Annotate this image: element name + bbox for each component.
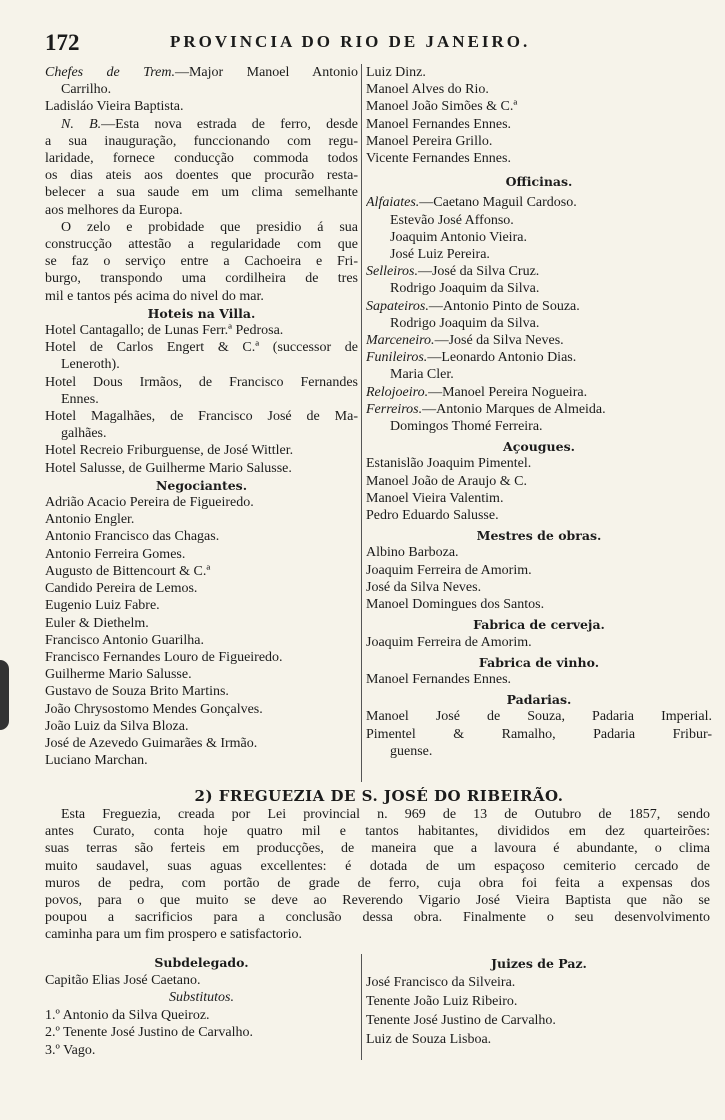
padaria-line-3: guense. — [390, 743, 433, 759]
zelo-line-4: burgo, transpondo uma cordilheira de tres — [45, 271, 358, 287]
negociante-item: Guilherme Mario Salusse. — [45, 667, 192, 683]
substitutos-heading: Substitutos. — [169, 990, 234, 1006]
nb-line-6: aos melhores da Europa. — [45, 202, 183, 218]
negociante-item: Adrião Acacio Pereira de Figueiredo. — [45, 495, 254, 511]
juiz-item: Luiz de Souza Lisboa. — [366, 1032, 492, 1047]
zelo-line-3: se faz o serviço entre a Cachoeira e Fri- — [45, 254, 358, 270]
alfaiates-line: Alfaiates.—Caetano Maguil Cardoso. — [366, 195, 577, 211]
paragraph-line: muros de pedra, com portão de grade de ferro, cuja obra foi feita a expensas dos — [45, 875, 710, 891]
negociante-item: Augusto de Bittencourt & C.ª — [45, 563, 211, 579]
cerveja-item: Joaquim Ferreira de Amorim. — [366, 634, 532, 650]
juizes-heading: Juizes de Paz. — [491, 956, 587, 971]
negociante-item: José de Azevedo Guimarães & Irmão. — [45, 735, 258, 751]
right-column — [366, 64, 712, 760]
acougues-heading: Açougues. — [503, 439, 575, 455]
marceneiro-line: Marceneiro.—José da Silva Neves. — [366, 333, 564, 349]
negociante-item: Antonio Ferreira Gomes. — [45, 546, 186, 562]
binding-blot — [0, 660, 9, 730]
alfaiates-line-3: Joaquim Antonio Vieira. — [390, 229, 527, 245]
negociante-item: Gustavo de Souza Brito Martins. — [45, 684, 229, 700]
negociante-item: Francisco Fernandes Louro de Figueiredo. — [45, 649, 283, 665]
zelo-line-5: mil e tantos pés acima do nivel do mar. — [45, 288, 264, 304]
padaria-line-2: Pimentel & Ramalho, Padaria Fribur- — [366, 726, 712, 742]
negociante-item: Eugenio Luiz Fabre. — [45, 598, 160, 614]
zelo-line-2: construcção attestão a regularidade com que — [45, 237, 358, 253]
acougue-item: Pedro Eduardo Salusse. — [366, 508, 499, 524]
selleiros-line-2: Rodrigo Joaquim da Silva. — [390, 281, 540, 297]
officinas-heading: Officinas. — [505, 174, 573, 190]
juiz-item: Tenente João Luiz Ribeiro. — [366, 994, 518, 1009]
running-title: PROVINCIA DO RIO DE JANEIRO. — [170, 32, 531, 51]
negociante-item: Euler & Diethelm. — [45, 615, 149, 631]
nb-line-3: laridade, fornece conducção commoda todos — [45, 151, 358, 167]
negociante-item: Candido Pereira de Lemos. — [45, 581, 198, 597]
chefes-line: Chefes de Trem.—Major Manoel Antonio — [45, 65, 358, 80]
acougue-item: Manoel João de Araujo & C. — [366, 473, 527, 489]
acougue-item: Estanislão Joaquim Pimentel. — [366, 456, 532, 472]
ferreiros-line: Ferreiros.—Antonio Marques de Almeida. — [366, 401, 606, 417]
hotel-line: Hotel de Carlos Engert & C.ª (successor de — [45, 340, 358, 356]
right-list-item: Vicente Fernandes Ennes. — [366, 151, 511, 167]
negociante-item: Luciano Marchan. — [45, 753, 148, 769]
funileiros-line: Funileiros.—Leonardo Antonio Dias. — [366, 350, 577, 366]
bottom-right-column — [366, 954, 712, 1049]
subdelegado-heading: Subdelegado. — [154, 955, 249, 970]
subdelegado-name: Capitão Elias José Caetano. — [45, 972, 201, 988]
bottom-column-divider — [361, 954, 362, 1060]
funileiros-line-2: Maria Cler. — [390, 367, 454, 383]
page-header — [45, 30, 713, 56]
hotel-line: galhães. — [61, 426, 107, 442]
negociante-item: João Luiz da Silva Bloza. — [45, 718, 189, 734]
alfaiates-line-4: José Luiz Pereira. — [390, 247, 490, 263]
zelo-line-1: O zelo e probidade que presidio á sua — [61, 219, 358, 235]
paragraph-line: Esta Freguezia, creada por Lei provincial n. 969 de 13 de Outubro de 1857, sendo — [61, 807, 710, 822]
bottom-left-column — [45, 954, 358, 1060]
mestre-item: José da Silva Neves. — [366, 579, 482, 595]
paragraph-line: povos, para o que muito se deve ao Reverendo Vigario José Vieira Baptista que não se — [45, 893, 710, 909]
chefes-line-2: Carrilho. — [61, 82, 112, 98]
negociantes-heading: Negociantes. — [155, 477, 248, 493]
mestre-item: Albino Barboza. — [366, 545, 459, 561]
page-number: 172 — [45, 30, 80, 55]
cerveja-heading: Fabrica de cerveja. — [473, 617, 605, 633]
right-list-item: Manoel Fernandes Ennes. — [366, 116, 512, 132]
right-list-item: Luiz Dinz. — [366, 65, 426, 80]
hotel-line: Hotel Recreio Friburguense, de José Wittler. — [45, 443, 294, 459]
padaria-line-1: Manoel José de Souza, Padaria Imperial. — [366, 709, 712, 725]
negociante-item: Antonio Francisco das Chagas. — [45, 529, 220, 545]
paragraph-line: suas terras são ferteis em producções, de maneira que a lavoura é abundante, o clima — [45, 841, 710, 857]
hotel-line: Leneroth). — [61, 357, 120, 373]
nb-line-5: belecer a sua saude em um clima semelhante — [45, 185, 358, 201]
hotel-line: Hotel Magalhães, de Francisco José de Ma- — [45, 409, 358, 425]
sapateiros-line-2: Rodrigo Joaquim da Silva. — [390, 315, 540, 331]
nb-line-1: N. B.—Esta nova estrada de ferro, desde — [61, 116, 358, 132]
vinho-heading: Fabrica de vinho. — [478, 654, 600, 670]
section-paragraph — [45, 806, 710, 944]
padarias-heading: Padarias. — [506, 692, 572, 708]
right-list-item: Manoel Alves do Rio. — [366, 82, 489, 98]
column-divider — [361, 64, 362, 782]
substituto-item: 2.º Tenente José Justino de Carvalho. — [45, 1025, 254, 1041]
selleiros-line: Selleiros.—José da Silva Cruz. — [366, 264, 540, 280]
hotel-line: Hotel Cantagallo; de Lunas Ferr.ª Pedrosa. — [45, 323, 284, 339]
hotel-line: Hotel Salusse, de Guilherme Mario Salusse. — [45, 460, 292, 476]
paragraph-line: caminha para um fim prospero e satisfactorio. — [45, 927, 302, 943]
mestre-item: Joaquim Ferreira de Amorim. — [366, 562, 532, 578]
vinho-item: Manoel Fernandes Ennes. — [366, 671, 512, 687]
chefes-line-3: Ladisláo Vieira Baptista. — [45, 99, 184, 115]
substituto-item: 3.º Vago. — [45, 1042, 96, 1058]
ferreiros-line-2: Domingos Thomé Ferreira. — [390, 419, 543, 435]
negociante-item: João Chrysostomo Mendes Gonçalves. — [45, 701, 263, 717]
hotel-line: Hotel Dous Irmãos, de Francisco Fernandes — [45, 374, 358, 390]
juiz-item: Tenente José Justino de Carvalho. — [366, 1013, 556, 1028]
nb-line-4: os dias ateis aos doentes que procurão resta- — [45, 168, 358, 184]
alfaiates-line-2: Estevão José Affonso. — [390, 212, 514, 228]
relojoeiro-line: Relojoeiro.—Manoel Pereira Nogueira. — [366, 384, 588, 400]
negociante-item: Antonio Engler. — [45, 512, 135, 528]
acougue-item: Manoel Vieira Valentim. — [366, 490, 504, 506]
negociante-item: Francisco Antonio Guarilha. — [45, 632, 205, 648]
section-heading: 2) FREGUEZIA DE S. JOSÉ DO RIBEIRÃO. — [194, 787, 564, 805]
right-list-item: Manoel Pereira Grillo. — [366, 133, 493, 149]
mestres-heading: Mestres de obras. — [476, 528, 602, 544]
paragraph-line: muito saudavel, suas aguas excellentes: é dotada de um espaçoso cemiterio cercado de — [45, 858, 710, 874]
paragraph-line: antes Curato, conta hoje quatro mil e tantos habitantes, divididos em dez quarteirões: — [45, 824, 710, 840]
substituto-item: 1.º Antonio da Silva Queiroz. — [45, 1007, 210, 1023]
hotel-line: Ennes. — [61, 391, 99, 407]
juiz-item: José Francisco da Silveira. — [366, 975, 516, 990]
nb-line-2: a sua inauguração, funccionando com regu- — [45, 133, 358, 149]
mestre-item: Manoel Domingues dos Santos. — [366, 597, 545, 613]
right-list-item: Manoel João Simões & C.ª — [366, 99, 518, 115]
hoteis-heading: Hoteis na Villa. — [147, 305, 256, 321]
paragraph-line: poupou a sacrificios para a conclusão dessa obra. Finalmente o seu desenvolvimento — [45, 910, 710, 926]
sapateiros-line: Sapateiros.—Antonio Pinto de Souza. — [366, 298, 580, 314]
left-column — [45, 64, 358, 769]
